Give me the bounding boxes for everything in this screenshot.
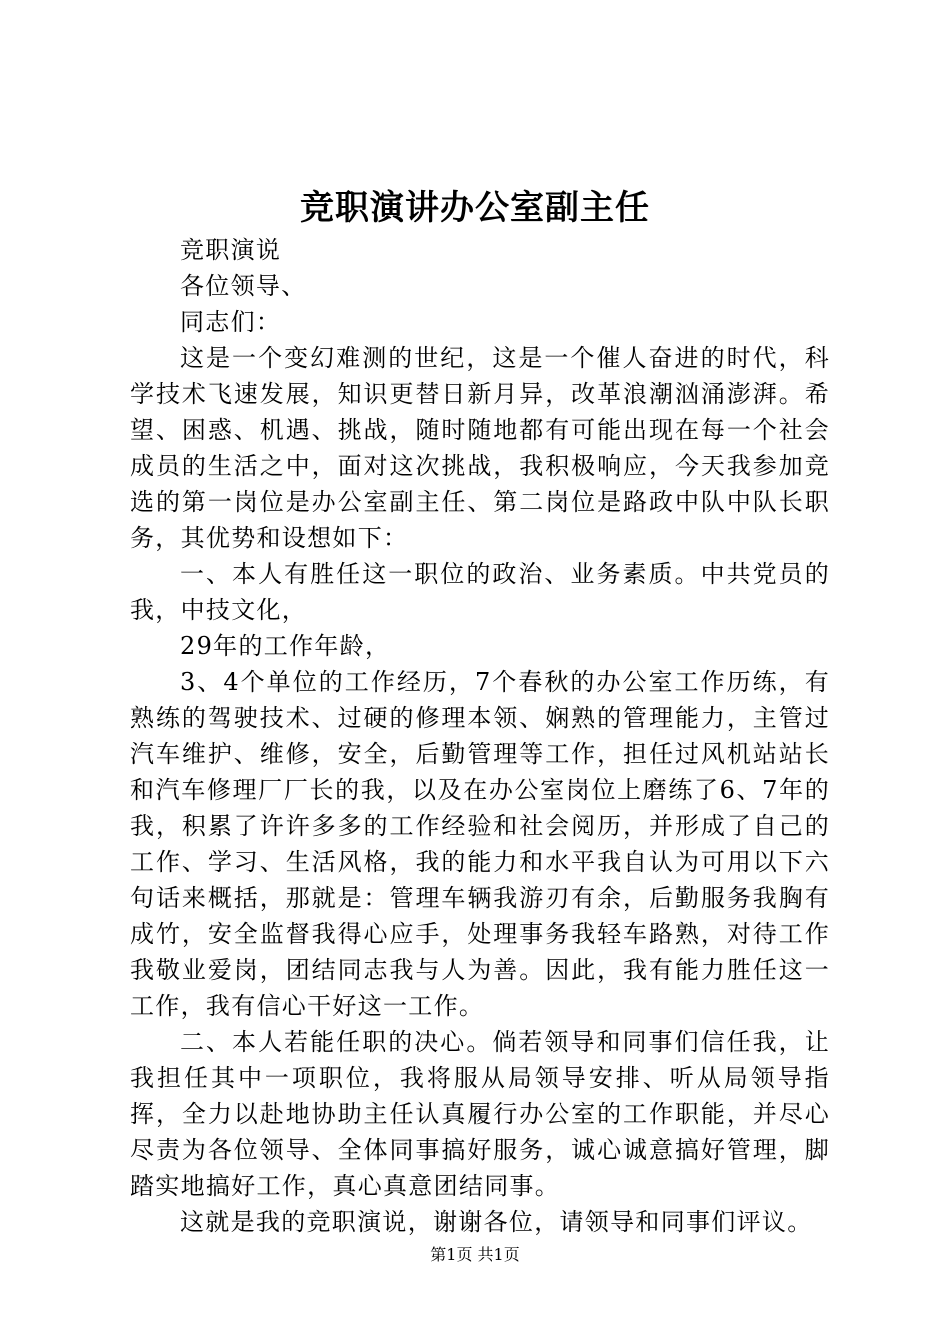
paragraph-salutation-comrades: 同志们： (180, 308, 282, 336)
paragraph-introduction: 这是一个变幻难测的世纪，这是一个催人奋进的时代，科学技术飞速发展，知识更替日新月异，改革浪潮汹涌澎湃。希望、困惑、机遇、挑战，随时随地都有可能出现在每一个社会成员的生活之中，面对这次挑战，我积极响应，今天我参加竞选的第一岗位是办公室副主任、第二岗位是路政中队中队长职务，其优势和设想如下： (130, 344, 830, 552)
paragraph-section-two: 二、本人若能任职的决心。倘若领导和同事们信任我，让我担任其中一项职位，我将服从局领导安排、听从局领导指挥，全力以赴地协助主任认真履行办公室的工作职能，并尽心尽责为各位领导、全体同事搞好服务，诚心诚意搞好管理，脚踏实地搞好工作，真心真意团结同事。 (130, 1028, 830, 1200)
page-number-footer: 第1页 共1页 (430, 1245, 520, 1264)
paragraph-heading: 竞职演说 (180, 236, 282, 264)
document-body (130, 232, 830, 1240)
paragraph-experience: 3、4个单位的工作经历，7个春秋的办公室工作历练，有熟练的驾驶技术、过硬的修理本领、娴熟的管理能力，主管过汽车维护、维修，安全，后勤管理等工作，担任过风机站站长和汽车修理厂厂长的我，以及在办公室岗位上磨练了6、7年的我，积累了许许多多的工作经验和社会阅历，并形成了自己的工作、学习、生活风格，我的能力和水平我自认为可用以下六句话来概括，那就是：管理车辆我游刃有余，后勤服务我胸有成竹，安全监督我得心应手，处理事务我轻车路熟，对待工作我敬业爱岗，团结同志我与人为善。因此，我有能力胜任这一工作，我有信心干好这一工作。 (130, 668, 830, 1020)
paragraph-work-years: 29年的工作年龄， (180, 632, 391, 660)
paragraph-salutation-leaders: 各位领导、 (180, 272, 307, 300)
paragraph-closing: 这就是我的竞职演说，谢谢各位，请领导和同事们评议。 (180, 1208, 813, 1236)
paragraph-section-one: 一、本人有胜任这一职位的政治、业务素质。中共党员的我，中技文化， (130, 560, 830, 624)
document-title: 竞职演讲办公室副主任 (300, 188, 650, 228)
